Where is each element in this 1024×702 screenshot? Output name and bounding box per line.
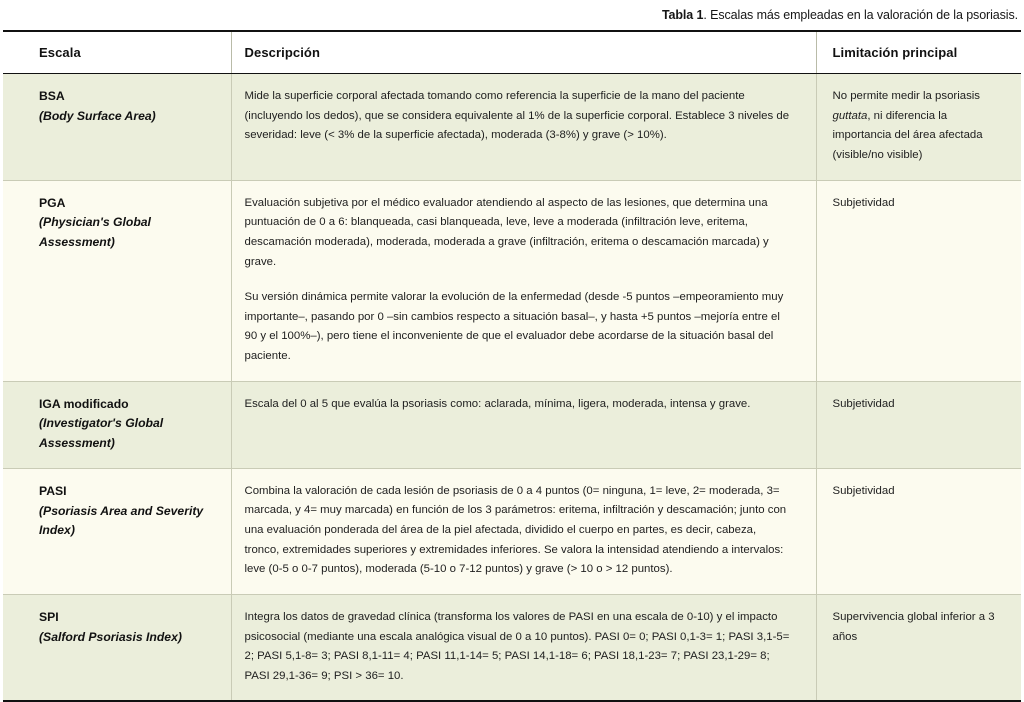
scale-abbreviation: PGA (39, 195, 66, 210)
caption-label: Tabla 1 (661, 8, 704, 22)
limitation-text: Subjetividad (832, 397, 895, 410)
table-caption (0, 0, 1024, 30)
description-paragraph: Mide la superficie corporal afectada tomando como referencia la superficie de la mano del paciente (incluyendo los dedos), que se considera equivalente al 1% de la superficie corporal. Establece 3 niveles de severidad: leve (< 3% de la superficie afectada), moderada (3-8%) y grave (> 10%). (244, 90, 790, 142)
description-paragraph: Combina la valoración de cada lesión de psoriasis de 0 a 4 puntos (0= ninguna, 1= leve, 2= moderada, 3= marcada, y 4= muy marcada) en función de los 3 parámetros: eritema, infiltración y descamación; junto con una evaluación ponderada del área de la piel afectada, dividido el cuerpo en partes, es decir, cabeza, tronco, extremidades superiores y extremidades inferiores. Se valora la intensidad atendiendo a intervalos: leve (0-5 o 0-7 puntos), moderada (5-10 o 7-12 puntos) y grave (> 10 o > 12 puntos). (244, 484, 787, 576)
cell-description (231, 74, 816, 180)
cell-scale (3, 180, 231, 381)
table-row (3, 381, 1021, 468)
scale-full-name: (Investigator's Global Assessment) (39, 416, 164, 451)
description-paragraph: Evaluación subjetiva por el médico evaluador atendiendo al aspecto de las lesiones, que determina una puntuación de 0 a 6: blanqueada, casi blanqueada, leve, leve a moderada (infiltración leve, eritema, descamación moderada), moderada, moderada a grave (infiltración, eritema o descamación marcada) y grave. (244, 196, 769, 268)
table-row (3, 594, 1021, 701)
limitation-text: Subjetividad (832, 484, 895, 497)
header-row (3, 31, 1021, 74)
cell-description (231, 381, 816, 468)
scale-abbreviation: SPI (39, 609, 59, 624)
cell-description (231, 468, 816, 594)
cell-scale (3, 468, 231, 594)
scale-abbreviation: BSA (39, 89, 65, 104)
scale-full-name: (Body Surface Area) (39, 109, 156, 124)
limitation-text: No permite medir la psoriasis (832, 90, 980, 103)
scales-table (3, 30, 1021, 702)
table-head (3, 31, 1021, 74)
table-row (3, 468, 1021, 594)
cell-description (231, 594, 816, 701)
cell-scale (3, 594, 231, 701)
description-paragraph: Escala del 0 al 5 que evalúa la psoriasis como: aclarada, mínima, ligera, moderada, intensa y grave. (244, 397, 751, 410)
column-header-limitation: Limitación principal (816, 31, 1021, 74)
cell-limitation (816, 594, 1021, 701)
scale-full-name: (Salford Psoriasis Index) (39, 629, 182, 644)
table-row (3, 74, 1021, 180)
scale-full-name: (Psoriasis Area and Severity Index) (39, 503, 204, 538)
limitation-text: Subjetividad (832, 196, 895, 209)
cell-limitation (816, 468, 1021, 594)
column-header-description: Descripción (231, 31, 816, 74)
cell-limitation (816, 180, 1021, 381)
cell-limitation (816, 74, 1021, 180)
cell-scale (3, 381, 231, 468)
table-body (3, 74, 1021, 702)
scale-abbreviation: PASI (39, 483, 67, 498)
limitation-text-cont: , ni diferencia la importancia del área afectada (visible/no visible) (832, 109, 983, 162)
limitation-emphasis: guttata (832, 109, 868, 122)
caption-text: . Escalas más empleadas en la valoración de la psoriasis. (703, 8, 1018, 22)
cell-limitation (816, 381, 1021, 468)
limitation-text: Supervivencia global inferior a 3 años (832, 610, 995, 643)
cell-scale (3, 74, 231, 180)
table-row (3, 180, 1021, 381)
scale-abbreviation: IGA modificado (39, 396, 129, 411)
cell-description (231, 180, 816, 381)
description-paragraph: Integra los datos de gravedad clínica (transforma los valores de PASI en una escala de 0-10) y el impacto psicosocial (mediante una escala analógica visual de 0 a 10 puntos). PASI 0= 0; PASI 0,1-3= 1; PASI 3,1-5= 2; PASI 5,1-8= 3; PASI 8,1-11= 4; PASI 11,1-14= 5; PASI 14,1-18= 6; PASI 18,1-23= 7; PASI 23,1-29= 8; PASI 29,1-36= 9; PSI > 36= 10. (244, 610, 790, 682)
description-paragraph: Su versión dinámica permite valorar la evolución de la enfermedad (desde -5 puntos –empeoramiento muy importante–, pasando por 0 –sin cambios respecto a situación basal–, y hasta +5 puntos –mejoría entre el 90 y el 100%–), pero tiene el inconveniente de que el evaluador debe acordarse de la situación basal del paciente. (244, 291, 784, 362)
column-header-scale: Escala (3, 31, 231, 74)
scale-full-name: (Physician's Global Assessment) (39, 215, 151, 250)
